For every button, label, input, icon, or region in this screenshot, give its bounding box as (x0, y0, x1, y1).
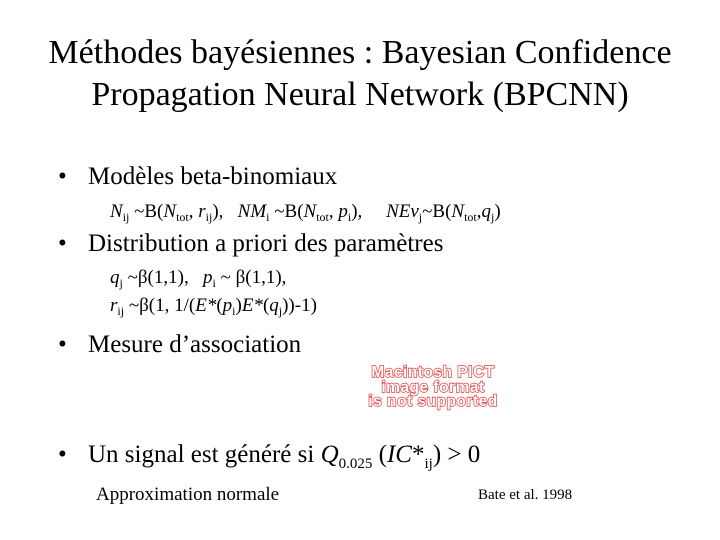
bullet-beta-binomial (58, 162, 337, 192)
pict-unsupported-placeholder (322, 366, 544, 412)
bullet-label: Mesure d’association (88, 331, 302, 358)
bullet-association-measure (58, 330, 301, 360)
formula-binomial-models: $N_{ij}$ $\sim B(N_{tot}$, $r_{ij}$), $NM_i$ $\sim B(N_{tot}$, $p_i$), $NEv_j\sim B(N_{tot},q_j)$ (110, 201, 501, 224)
bullet-dot: • (58, 331, 67, 358)
bullet-dot: • (58, 163, 67, 190)
bullet-signal-condition (58, 440, 480, 470)
pict-line: Macintosh PICT (371, 364, 495, 381)
formula-prior-r: $r_{ij}$ ~β(1, $1/(E*(p_i)E*(q_j))-1$) (110, 295, 317, 318)
approximation-note: Approximation normale (96, 484, 280, 505)
bullet-prior-distribution (58, 229, 443, 259)
bullet-label: Un signal est généré si (88, 441, 315, 468)
formula-prior-q-p: $q_j$ ~β(1,1), $p_i$ ~ β(1,1), (110, 267, 287, 290)
signal-formula: $Q_{0.025}$ $(IC*_{ij}) > 0$ (320, 441, 481, 472)
bullet-dot: • (58, 230, 67, 257)
pict-line: is not supported (368, 393, 498, 410)
reference-citation: Bate et al. 1998 (478, 487, 573, 503)
bullet-label: Distribution a priori des paramètres (88, 230, 444, 257)
pict-line: image format (381, 378, 485, 396)
bullet-dot: • (58, 441, 67, 468)
slide-title: Méthodes bayésiennes : Bayesian Confidence Propagation Neural Network (BPCNN) (48, 34, 672, 113)
bullet-label: Modèles beta-binomiaux (88, 163, 338, 190)
